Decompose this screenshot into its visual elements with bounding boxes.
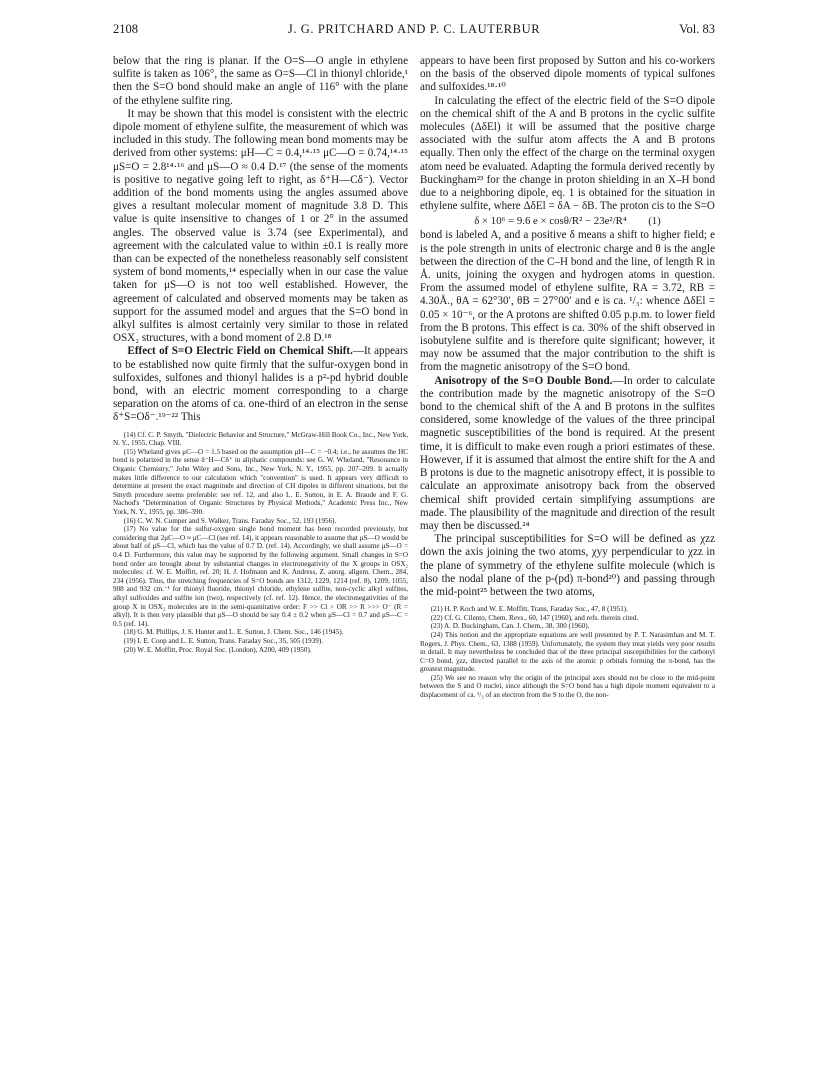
volume-label: Vol. 83 bbox=[679, 22, 715, 36]
footnote: (23) A. D. Buckingham, Can. J. Chem., 38, 300 (1960). bbox=[430, 622, 590, 631]
right-column bbox=[420, 55, 715, 700]
footnote: (14) Cf. C. P. Smyth, "Dielectric Behavior and Structure," McGraw-Hill Book Co., Inc., New York, N. Y., 1955, Chap. VIII. bbox=[113, 430, 408, 448]
paragraph: appears to have been first proposed by Sutton and his co-workers on the basis of the observed dipole moments of typical sulfones and sulfoxides.¹⁸·¹⁰ bbox=[420, 55, 715, 94]
running-title: J. G. PRITCHARD AND P. C. LAUTERBUR bbox=[287, 22, 541, 36]
paragraph: below that the ring is planar. If the O=S—O angle in ethylene sulfite is taken as 106°, the same as O=S—Cl in thionyl chloride,¹ then the S=O bond should make an angle of 116° with the plane of the ethylene sulfite ring. bbox=[113, 55, 408, 107]
footnote: (16) C. W. N. Cumper and S. Walker, Trans. Faraday Soc., 52, 193 (1956). bbox=[123, 516, 337, 525]
footnote: (25) We see no reason why the origin of the principal axes should not be close to the mid-point between the S and O nuclei, since although the S=O bond has a high dipole moment equivalent to a displacement of ca. ¹/₃ of an electron from the S to the O, the non- bbox=[420, 673, 715, 700]
section-paragraph bbox=[113, 345, 408, 424]
footnote: (21) H. P. Koch and W. E. Moffitt, Trans. Faraday Soc., 47, 8 (1951). bbox=[430, 605, 628, 614]
section-text: —In order to calculate the contribution made by the magnetic anisotropy of the S=O bond to the chemical shift of the A and B protons in the sulfites considered, some knowledge of the values of the three principal magnetic susceptibilities of the bond is required. At the present time, it is difficult to make even rough a priori estimates of these. However, if it is assumed that almost the entire shift for the A and B protons is due to the magnetic anisotropy effect, it is possible to calculate an approximate anisotropy back from the observed chemical shift provided certain simplifying assumptions are made. The plausibility of the magnitude and direction of the result may then be discussed.²⁴ bbox=[420, 374, 715, 532]
section-heading: Effect of S=O Electric Field on Chemical Shift. bbox=[127, 345, 353, 358]
footnote: (17) No value for the sulfur-oxygen single bond moment has been recorded previously, but considering that 2μC—O ≈ μC—Cl (see ref. 14), it appears reasonable to assume that μS—O would be about half of μS—Cl, which has the value of 0.7 D. (ref. 14). Accordingly, we shall assume μS—O = 0.4 D. Furthermore, this value may be supported by the following argument. Small changes in S=O bond order are brought about by substantial changes in electronegativity of the X groups in OSX₂ molecules: cf. W. E. Moffitt, ref. 20; H. J. Hofmann and K. Andress, Z. anorg. allgem. Chem., 284, 234 (1956). Thus, the stretching frequencies of S=O bonds are 1312, 1229, 1214 (ref. 8), 1209, 1055, 908 and 932 cm.⁻¹ for thionyl fluoride, thionyl chloride, ethylene sulfite, non-cyclic alkyl sulfites, alkyl sulfoxides and sulfite ion (two), respectively (cf. ref. 12). Hence, the electronegativities of the group X in OSX₂ molecules are in the semi-quantitative order: F >> Cl > OR >> R >>> O⁻ (R = alkyl). It is then very plausible that μS—O should be say 0.4 ± 0.2 when μS—Cl = 0.7 and μS—C = 0.5 (ref. 14). bbox=[113, 525, 408, 628]
paragraph: bond is labeled A, and a positive δ means a shift to higher field; e is the pole strength in units of electronic charge and θ is the angle between the direction of the C–H bond and the line, of length R in Å. units, joining the oxygen and hydrogen atoms in question. From the assumed model of ethylene sulfite, RA = 3.72, RB = 4.30Å., θA = 62°30′, θB = 27°00′ and e is ca. ¹/₃: whence ΔδEl = 0.05 × 10⁻⁶, or the A protons are shifted 0.05 p.p.m. to lower field from the B protons. This effect is ca. 30% of the shift observed in isobutylene sulfite and is therefore quite significant; however, it may now be assumed that the major contribution to the shift is from the magnetic anisotropy of the S=O bond. bbox=[420, 229, 715, 374]
section-text: —It appears to be established now quite firmly that the sulfur-oxygen bond in sulfoxides, sulfones and thionyl halides is a p²-pd hybrid double bond, with an electric moment corresponding to a charge separation on the atoms of ca. one-third of an electron in the sense δ⁺S=Oδ⁻.¹⁹⁻²² This bbox=[113, 345, 408, 424]
footnote: (20) W. E. Moffitt, Proc. Royal Soc. (London), A200, 409 (1950). bbox=[123, 645, 312, 654]
page-number: 2108 bbox=[113, 22, 138, 36]
footnote: (19) I. E. Coop and L. E. Sutton, Trans. Faraday Soc., 35, 505 (1939). bbox=[123, 636, 324, 645]
left-column bbox=[113, 55, 408, 654]
footnotes bbox=[420, 605, 715, 700]
paragraph: In calculating the effect of the electric field of the S=O dipole on the chemical shift of the A and B protons in the cyclic sulfite molecules (ΔδEl) it will be assumed that the positive charge associated with the sulfur atom affects the A and B protons equally. Then only the effect of the charge on the terminal oxygen atom need be evaluated. Adapting the formula derived recently by Buckingham²³ for the change in proton shielding in an X–H bond due to a neighboring dipole, eq. 1 is obtained for the situation in ethylene sulfite, where ΔδEl = δA − δB. The proton cis to the S=O bbox=[420, 94, 715, 213]
page-header bbox=[113, 22, 715, 42]
footnotes bbox=[113, 431, 408, 654]
section-heading: Anisotropy of the S=O Double Bond. bbox=[434, 374, 613, 387]
footnote: (22) Cf. G. Cilento, Chem. Revs., 60, 147 (1960), and refs. therein cited. bbox=[430, 613, 639, 622]
footnote: (18) G. M. Phillips, J. S. Hunter and L. E. Sutton, J. Chem. Soc., 146 (1945). bbox=[123, 628, 344, 637]
paragraph: It may be shown that this model is consistent with the electric dipole moment of ethylene sulfite, the measurement of which was included in this study. The following mean bond moments may be derived from other systems: μH—C = 0.4,¹⁴·¹⁵ μC—O = 0.74,¹⁴·¹⁵ μS=O = 2.8¹⁴·¹⁶ and μS—O ≈ 0.4 D.¹⁷ (the sense of the moments is positive to negative going left to right, as δ⁺H—Cδ⁻). Vector addition of the bond moments using the angles assumed above gives a resultant molecular moment of magnitude 3.8 D. This value is quite insensitive to changes of 1 or 2° in the assumed angles. The observed value is 3.74 (see Experimental), and agreement with the calculated value to within ±0.1 is really more than can be expected of the nonetheless reasonably self consistent system of bond moments,¹⁴ especially when in our case the value taken for μS—O is not too well established. However, the agreement of calculated and observed moments may be taken as support for the assumed model and argues that the S=O bond in alkyl sulfites is almost certainly very similar to those in related OSX₂ structures, with a bond moment of 2.8 D.¹⁸ bbox=[113, 107, 408, 345]
footnote: (24) This notion and the appropriate equations are well presented by P. T. Narasimhan and M. T. Rogers, J. Phys. Chem., 63, 1388 (1959). Unfortunately, the system they treat yields very poor results in detail. It may nevertheless be concluded that of the three principal susceptibilities for the carbonyl C=O bond, χzz, directed parallel to the axis of the atomic p orbitals forming the π-bond, has the greatest magnitude. bbox=[420, 630, 715, 674]
paragraph: The principal susceptibilities for S=O will be defined as χzz down the axis joining the two atoms, χyy perpendicular to χzz in the plane of symmetry of the ethylene sulfite molecule (which is also the nodal plane of the p-(pd) π-bond²⁰) and passing through the mid-point²⁵ between the two atoms, bbox=[420, 533, 715, 598]
footnote: (15) Wheland gives μC—O = 1.5 based on the assumption μH—C = −0.4; i.e., he assumes the HC bond is polarized in the sense δ⁻H—Cδ⁺ in aliphatic compounds: see G. W. Wheland, "Resonance in Organic Chemistry," John Wiley and Sons, Inc., New York, N. Y., 1955, pp. 207–209. It actually makes little difference to our calculation which "convention" is used. It appears very difficult to determine at present the exact magnitude and direction of CH dipoles in different situations, but the Smyth procedure seems preferable: see ref. 12, and also L. E. Sutton, in E. A. Braude and F. G. Nachod's "Determination of Organic Structures by Physical Methods," Academic Press Inc., New York, N. Y., 1955, pp. 386–390. bbox=[113, 447, 408, 517]
section-paragraph bbox=[420, 375, 715, 533]
equation-1: δ × 10⁶ = 9.6 e × cosθ/R² − 23e²/R⁴ (1) bbox=[474, 215, 661, 228]
